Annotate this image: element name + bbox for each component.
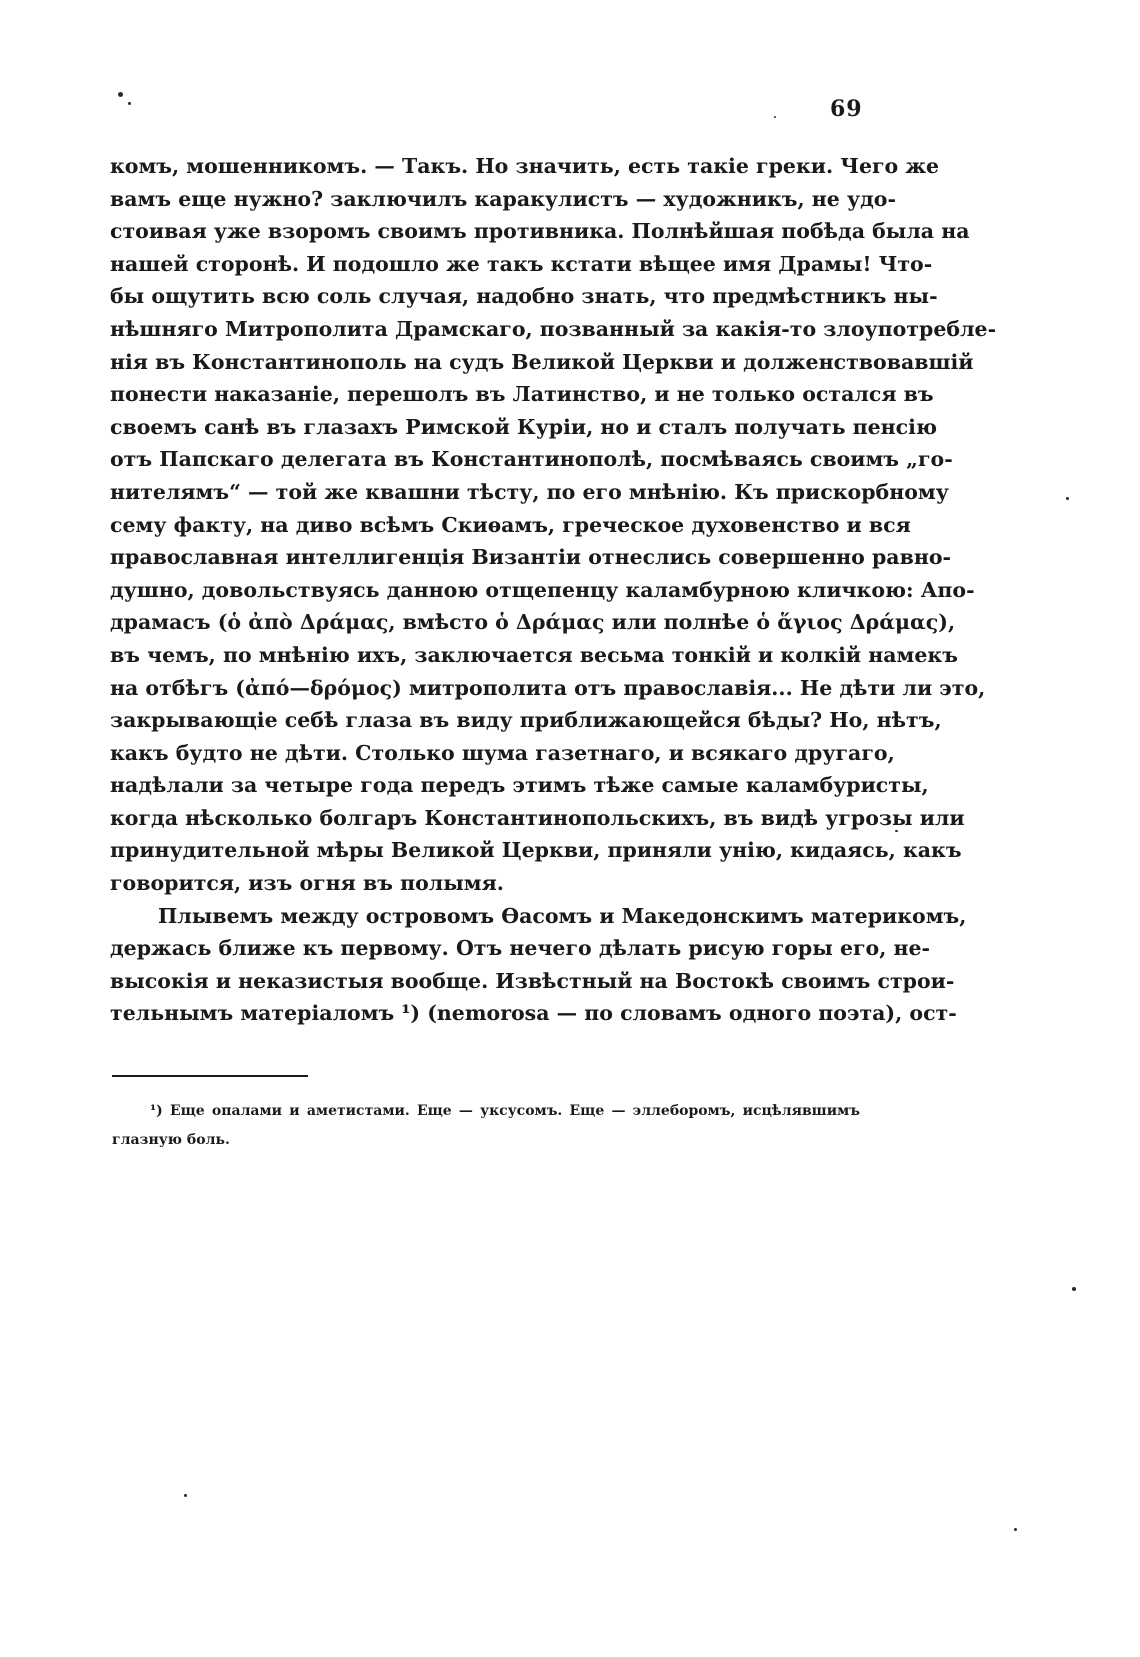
text-line: на отбѣгъ (ἀπό—δρόμος) митрополита отъ православія... Не дѣти ли это,: [110, 675, 986, 700]
text-line: закрывающіе себѣ глаза въ виду приближающейся бѣды? Но, нѣтъ,: [110, 708, 942, 733]
text-line: бы ощутить всю соль случая, надобно знать, что предмѣстникъ ны-: [110, 284, 938, 309]
text-line: надѣлали за четыре года передъ этимъ тѣже самые каламбуристы,: [110, 773, 929, 798]
paragraph-line: Плывемъ между островомъ Ѳасомъ и Македонскимъ материкомъ,: [158, 903, 967, 928]
text-line: драмасъ (ὁ ἀπὸ Δράμας, вмѣсто ὁ Δράμας или полнѣе ὁ ἅγιος Δράμας),: [110, 610, 956, 635]
text-line: когда нѣсколько болгаръ Константинопольскихъ, въ видѣ угрозы или: [110, 805, 965, 830]
scan-speck: [895, 830, 898, 832]
text-line: вамъ еще нужно? заключилъ каракулистъ — художникъ, не удо-: [110, 186, 896, 211]
paragraph-line: высокія и неказистыя вообще. Извѣстный на Востокѣ своимъ строи-: [110, 968, 955, 993]
text-line: нашей сторонѣ. И подошло же такъ кстати вѣщее имя Драмы! Что-: [110, 251, 933, 276]
scan-speck: [1014, 1528, 1017, 1531]
scan-speck: [774, 116, 776, 118]
main-text: [110, 150, 997, 1030]
text-line: комъ, мошенникомъ. — Такъ. Но значить, есть такіе греки. Чего же: [110, 154, 940, 178]
footnote-divider: [112, 1075, 308, 1077]
text-line: принудительной мѣры Великой Церкви, приняли унію, кидаясь, какъ: [110, 838, 962, 863]
scan-speck: [184, 1494, 187, 1497]
text-line: отъ Папскаго делегата въ Константинополѣ, посмѣваясь своимъ „го-: [110, 447, 953, 472]
text-line: нѣшняго Митрополита Драмскаго, позванный за какія-то злоупотребле-: [110, 316, 997, 341]
scan-speck: [118, 92, 123, 97]
scan-speck: [1072, 1287, 1076, 1291]
text-line: православная интеллигенція Византіи отнеслись совершенно равно-: [110, 545, 952, 570]
text-line: своемъ санѣ въ глазахъ Римской Куріи, но и сталъ получать пенсію: [110, 414, 937, 439]
text-line: нителямъ“ — той же квашни тѣсту, по его мнѣнію. Къ прискорбному: [110, 479, 949, 504]
text-line: нія въ Константинополь на судъ Великой Церкви и долженствовавшій: [110, 349, 974, 374]
footnote: [112, 1097, 860, 1155]
text-line: въ чемъ, по мнѣнію ихъ, заключается весьма тонкій и колкій намекъ: [110, 642, 958, 667]
footnote-line: ¹) Еще опалами и аметистами. Еще — уксусомъ. Еще — эллеборомъ, исцѣлявшимъ: [150, 1103, 860, 1119]
scan-speck: [1066, 497, 1069, 500]
scan-speck: [128, 102, 131, 105]
text-line: сему факту, на диво всѣмъ Скиѳамъ, греческое духовенство и вся: [110, 512, 911, 537]
text-line: понести наказаніе, перешолъ въ Латинство, и не только остался въ: [110, 382, 934, 407]
paragraph-line: тельнымъ матеріаломъ ¹) (nemorosa — по словамъ одного поэта), ост-: [110, 1001, 957, 1026]
page-number: 69: [830, 96, 863, 122]
footnote-line: глазную боль.: [112, 1132, 230, 1148]
text-line: какъ будто не дѣти. Столько шума газетнаго, и всякаго другаго,: [110, 740, 895, 765]
text-line: душно, довольствуясь данною отщепенцу каламбурною кличкою: Апо-: [110, 577, 975, 602]
text-line: говорится, изъ огня въ полымя.: [110, 871, 504, 896]
text-line: стоивая уже взоромъ своимъ противника. Полнѣйшая побѣда была на: [110, 219, 970, 244]
paragraph-line: держась ближе къ первому. Отъ нечего дѣлать рисую горы его, не-: [110, 936, 931, 961]
